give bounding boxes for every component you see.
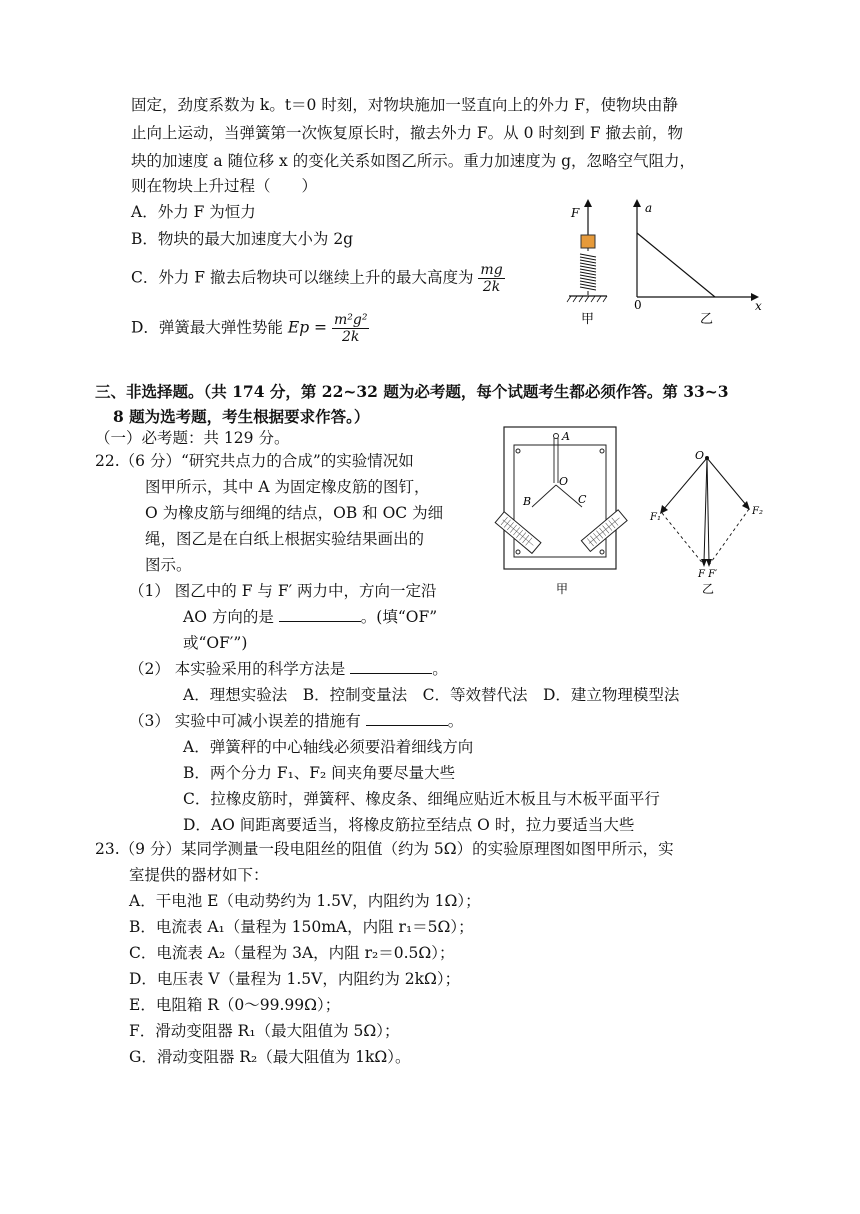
q22-sub-1-line-3: 或“OF′”) bbox=[183, 634, 248, 652]
point-o-label: O bbox=[559, 475, 569, 488]
fraction-mg-2k bbox=[478, 262, 504, 295]
fraction-denominator: 2k bbox=[482, 279, 501, 295]
q22-line-4: 绳，图乙是在白纸上根据实验结果画出的 bbox=[145, 530, 425, 548]
q23-item-e: E．电阻箱 R（0～99.99Ω）； bbox=[129, 996, 341, 1014]
spring-balance-right bbox=[581, 510, 627, 552]
fraction-denominator: 2k bbox=[342, 329, 360, 345]
q23-item-c: C．电流表 A₂（量程为 3A，内阻 r₂＝0.5Ω）； bbox=[129, 944, 455, 962]
origin-label: 0 bbox=[634, 298, 642, 312]
axis-a-label: a bbox=[645, 201, 653, 215]
point-a-label: A bbox=[562, 430, 570, 443]
acceleration-displacement-graph bbox=[633, 199, 762, 327]
q21-option-c bbox=[131, 262, 505, 295]
figure-yi-label: 乙 bbox=[702, 582, 715, 596]
q22-sub-1-line-2 bbox=[183, 604, 437, 630]
answer-blank[interactable] bbox=[366, 711, 448, 726]
force-f1-label: F₁ bbox=[650, 512, 661, 523]
spring-balance-left bbox=[495, 512, 541, 554]
q23-line-2: 室提供的器材如下： bbox=[129, 866, 269, 884]
point-b-label: B bbox=[523, 495, 532, 508]
force-label: F bbox=[571, 206, 580, 220]
origin-o-label: O bbox=[695, 449, 705, 462]
q21-option-c-text: C．外力 F 撤去后物块可以继续上升的最大高度为 bbox=[131, 268, 474, 287]
q23-item-d: D．电压表 V（量程为 1.5V，内阻约为 2kΩ）； bbox=[129, 970, 461, 988]
q22-sub-3-option-b: B．两个分力 F₁、F₂ 间夹角要尽量大些 bbox=[183, 764, 456, 782]
section-3-heading-line-2: 8 题为选考题，考生根据要求作答。） bbox=[113, 407, 370, 426]
q21-option-a: A．外力 F 为恒力 bbox=[131, 203, 256, 221]
q21-option-d bbox=[131, 312, 369, 345]
q22-sub-3-option-d: D．AO 间距离要适当，将橡皮筋拉至结点 O 时，拉力要适当大些 bbox=[183, 816, 635, 834]
answer-blank[interactable] bbox=[350, 659, 432, 674]
fraction-numerator: mg bbox=[480, 262, 503, 278]
q21-figure bbox=[555, 195, 770, 330]
fraction-m2g2-2k bbox=[332, 312, 369, 345]
force-f2-label: F₂ bbox=[752, 506, 763, 517]
force-parallelogram-diagram bbox=[649, 449, 763, 596]
q21-line-3: 块的加速度 a 随位移 x 的变化关系如图乙所示。重力加速度为 g，忽略空气阻力， bbox=[131, 152, 696, 170]
q22-figure bbox=[490, 425, 780, 600]
figure-jia-label: 甲 bbox=[581, 312, 595, 327]
q23-item-b: B．电流表 A₁（量程为 150mA，内阻 r₁＝5Ω）； bbox=[129, 918, 474, 936]
q22-sub-2 bbox=[129, 656, 448, 682]
q22-line-2: 图甲所示，其中 A 为固定橡皮筋的图钉， bbox=[145, 478, 430, 496]
q23-item-a: A．干电池 E（电动势约为 1.5V，内阻约为 1Ω）； bbox=[129, 892, 481, 910]
q22-sub-1-text: AO 方向的是 bbox=[183, 608, 274, 626]
q22-line-3: O 为橡皮筋与细绳的结点，OB 和 OC 为细 bbox=[145, 504, 444, 522]
q22-sub-3-text: （3） 实验中可减小误差的措施有 bbox=[129, 712, 361, 730]
q22-sub-3-option-a: A．弹簧秤的中心轴线必须要沿着细线方向 bbox=[183, 738, 474, 756]
q23-item-f: F．滑动变阻器 R₁（最大阻值为 5Ω）； bbox=[129, 1022, 400, 1040]
q22-sub-3-end: 。 bbox=[447, 712, 464, 730]
point-c-label: C bbox=[578, 493, 587, 506]
experiment-board-diagram bbox=[495, 427, 627, 596]
fraction-numerator: m²g² bbox=[333, 312, 368, 328]
elastic-energy-symbol: Ep = bbox=[287, 318, 328, 337]
answer-blank[interactable] bbox=[279, 607, 361, 622]
q22-sub-1-hint: 。(填“OF” bbox=[360, 608, 438, 626]
q22-sub-1-line-1: （1） 图乙中的 F 与 F′ 两力中，方向一定沿 bbox=[129, 582, 437, 600]
q23-line-1: 23.（9 分）某同学测量一段电阻丝的阻值（约为 5Ω）的实验原理图如图甲所示，实 bbox=[95, 840, 674, 858]
q22-line-1: 22.（6 分）“研究共点力的合成”的实验情况如 bbox=[95, 452, 414, 470]
q21-option-b: B．物块的最大加速度大小为 2g bbox=[131, 230, 354, 248]
q21-option-d-text: D．弹簧最大弹性势能 bbox=[131, 318, 283, 337]
q22-sub-3 bbox=[129, 708, 463, 734]
figure-yi-label: 乙 bbox=[700, 312, 714, 327]
force-f-fprime-label: F F′ bbox=[698, 569, 718, 580]
figure-jia-label: 甲 bbox=[556, 582, 569, 596]
q22-sub-2-options: A．理想实验法 B．控制变量法 C．等效替代法 D．建立物理模型法 bbox=[183, 686, 680, 704]
q22-line-5: 图示。 bbox=[145, 556, 192, 574]
q21-line-1: 固定，劲度系数为 k。t＝0 时刻，对物块施加一竖直向上的外力 F，使物块由静 bbox=[131, 96, 679, 114]
q21-line-4: 则在物块上升过程（ ） bbox=[131, 177, 318, 195]
spring-block-diagram bbox=[567, 199, 607, 327]
q23-item-g: G．滑动变阻器 R₂（最大阻值为 1kΩ）。 bbox=[129, 1048, 411, 1066]
section-3-heading-line-1: 三、非选择题。（共 174 分，第 22~32 题为必考题，每个试题考生都必须作答。第 33~3 bbox=[95, 382, 729, 401]
q22-sub-3-option-c: C．拉橡皮筋时，弹簧秤、橡皮条、细绳应贴近木板且与木板平面平行 bbox=[183, 790, 660, 808]
section-3-subheading: （一）必考题：共 129 分。 bbox=[95, 429, 290, 447]
q22-sub-2-end: 。 bbox=[432, 660, 448, 678]
q21-line-2: 止向上运动，当弹簧第一次恢复原长时，撤去外力 F。从 0 时刻到 F 撤去前，物 bbox=[131, 124, 684, 142]
graph-line bbox=[637, 233, 715, 297]
axis-x-label: x bbox=[755, 299, 762, 313]
q22-sub-2-text: （2） 本实验采用的科学方法是 bbox=[129, 660, 346, 678]
